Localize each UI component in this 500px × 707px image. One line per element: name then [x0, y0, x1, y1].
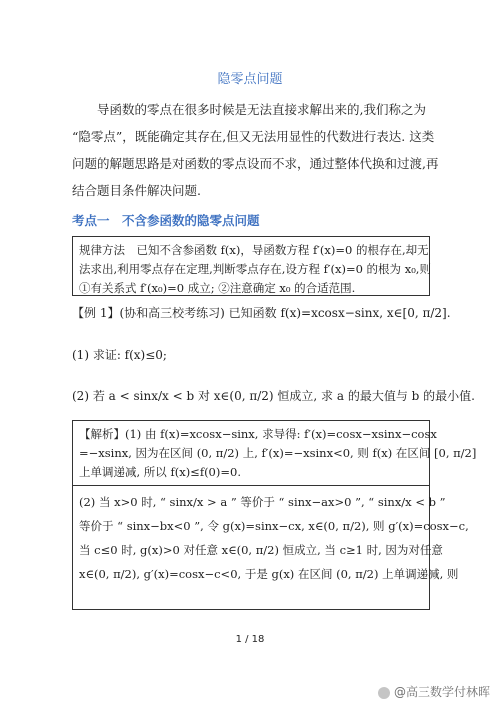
rule-line: ①有关系式 f′(x₀)=0 成立; ②注意确定 x₀ 的合适范围.: [79, 281, 356, 295]
solution-line: 【解析】(1) 由 f(x)=xcosx−sinx, 求导得: f′(x)=cosx−xsinx−cosx: [79, 427, 437, 441]
watermark: [378, 683, 490, 700]
solution-line: (2) 当 x>0 时, “ sinx/x > a ” 等价于 “ sinx−ax>0 ”, “ sinx/x < b ”: [79, 495, 446, 509]
rule-line: 法求出,利用零点存在定理,判断零点存在,设方程 f′(x)=0 的根为 x₀,则: [79, 262, 431, 276]
page-number: 1 / 18: [235, 634, 265, 645]
section-heading: 考点一 不含参函数的隐零点问题: [72, 213, 260, 228]
intro-line: 导函数的零点在很多时候是无法直接求解出来的,我们称之为: [72, 102, 426, 117]
solution-line: x∈(0, π/2), g′(x)=cosx−c<0, 于是 g(x) 在区间 (0, π/2) 上单调递减, 则: [79, 567, 459, 581]
solution-line: 上单调递减, 所以 f(x)≤f(0)=0.: [79, 465, 241, 479]
solution-line: =−xsinx, 因为在区间 (0, π/2) 上, f′(x)=−xsinx<0, 则 f(x) 在区间 [0, π/2]: [79, 446, 477, 460]
solution-box-1: [72, 420, 477, 486]
watermark-text: @高三数学付林晖: [393, 685, 490, 699]
intro-line: “隐零点”，既能确定其存在,但又无法用显性的代数进行表达. 这类: [72, 129, 435, 144]
solution-line: 当 c≤0 时, g(x)>0 对任意 x∈(0, π/2) 恒成立, 当 c≥1 时, 因为对任意: [79, 543, 443, 557]
intro-line: 结合题目条件解决问题.: [72, 183, 201, 198]
rule-line: 规律方法 已知不含参函数 f(x)，导函数方程 f′(x)=0 的根存在,却无: [79, 243, 429, 257]
account-icon: [378, 687, 390, 699]
solution-line: 等价于 “ sinx−bx<0 ”, 令 g(x)=sinx−cx, x∈(0, π/2), 则 g′(x)=cosx−c,: [79, 519, 469, 533]
solution-box-2: [72, 485, 469, 610]
intro-paragraph: [72, 96, 442, 204]
page-title: 隐零点问题: [217, 72, 283, 87]
example-statement: 【例 1】(协和高三校考练习) 已知函数 f(x)=xcosx−sinx, x∈[0, π/2].: [72, 306, 451, 320]
rule-box: [72, 236, 430, 296]
question-1: (1) 求证: f(x)≤0;: [72, 348, 167, 362]
question-2: (2) 若 a < sinx/x < b 对 x∈(0, π/2) 恒成立, 求 a 的最大值与 b 的最小值.: [72, 389, 475, 403]
intro-line: 问题的解题思路是对函数的零点设而不求，通过整体代换和过渡,再: [72, 156, 439, 171]
